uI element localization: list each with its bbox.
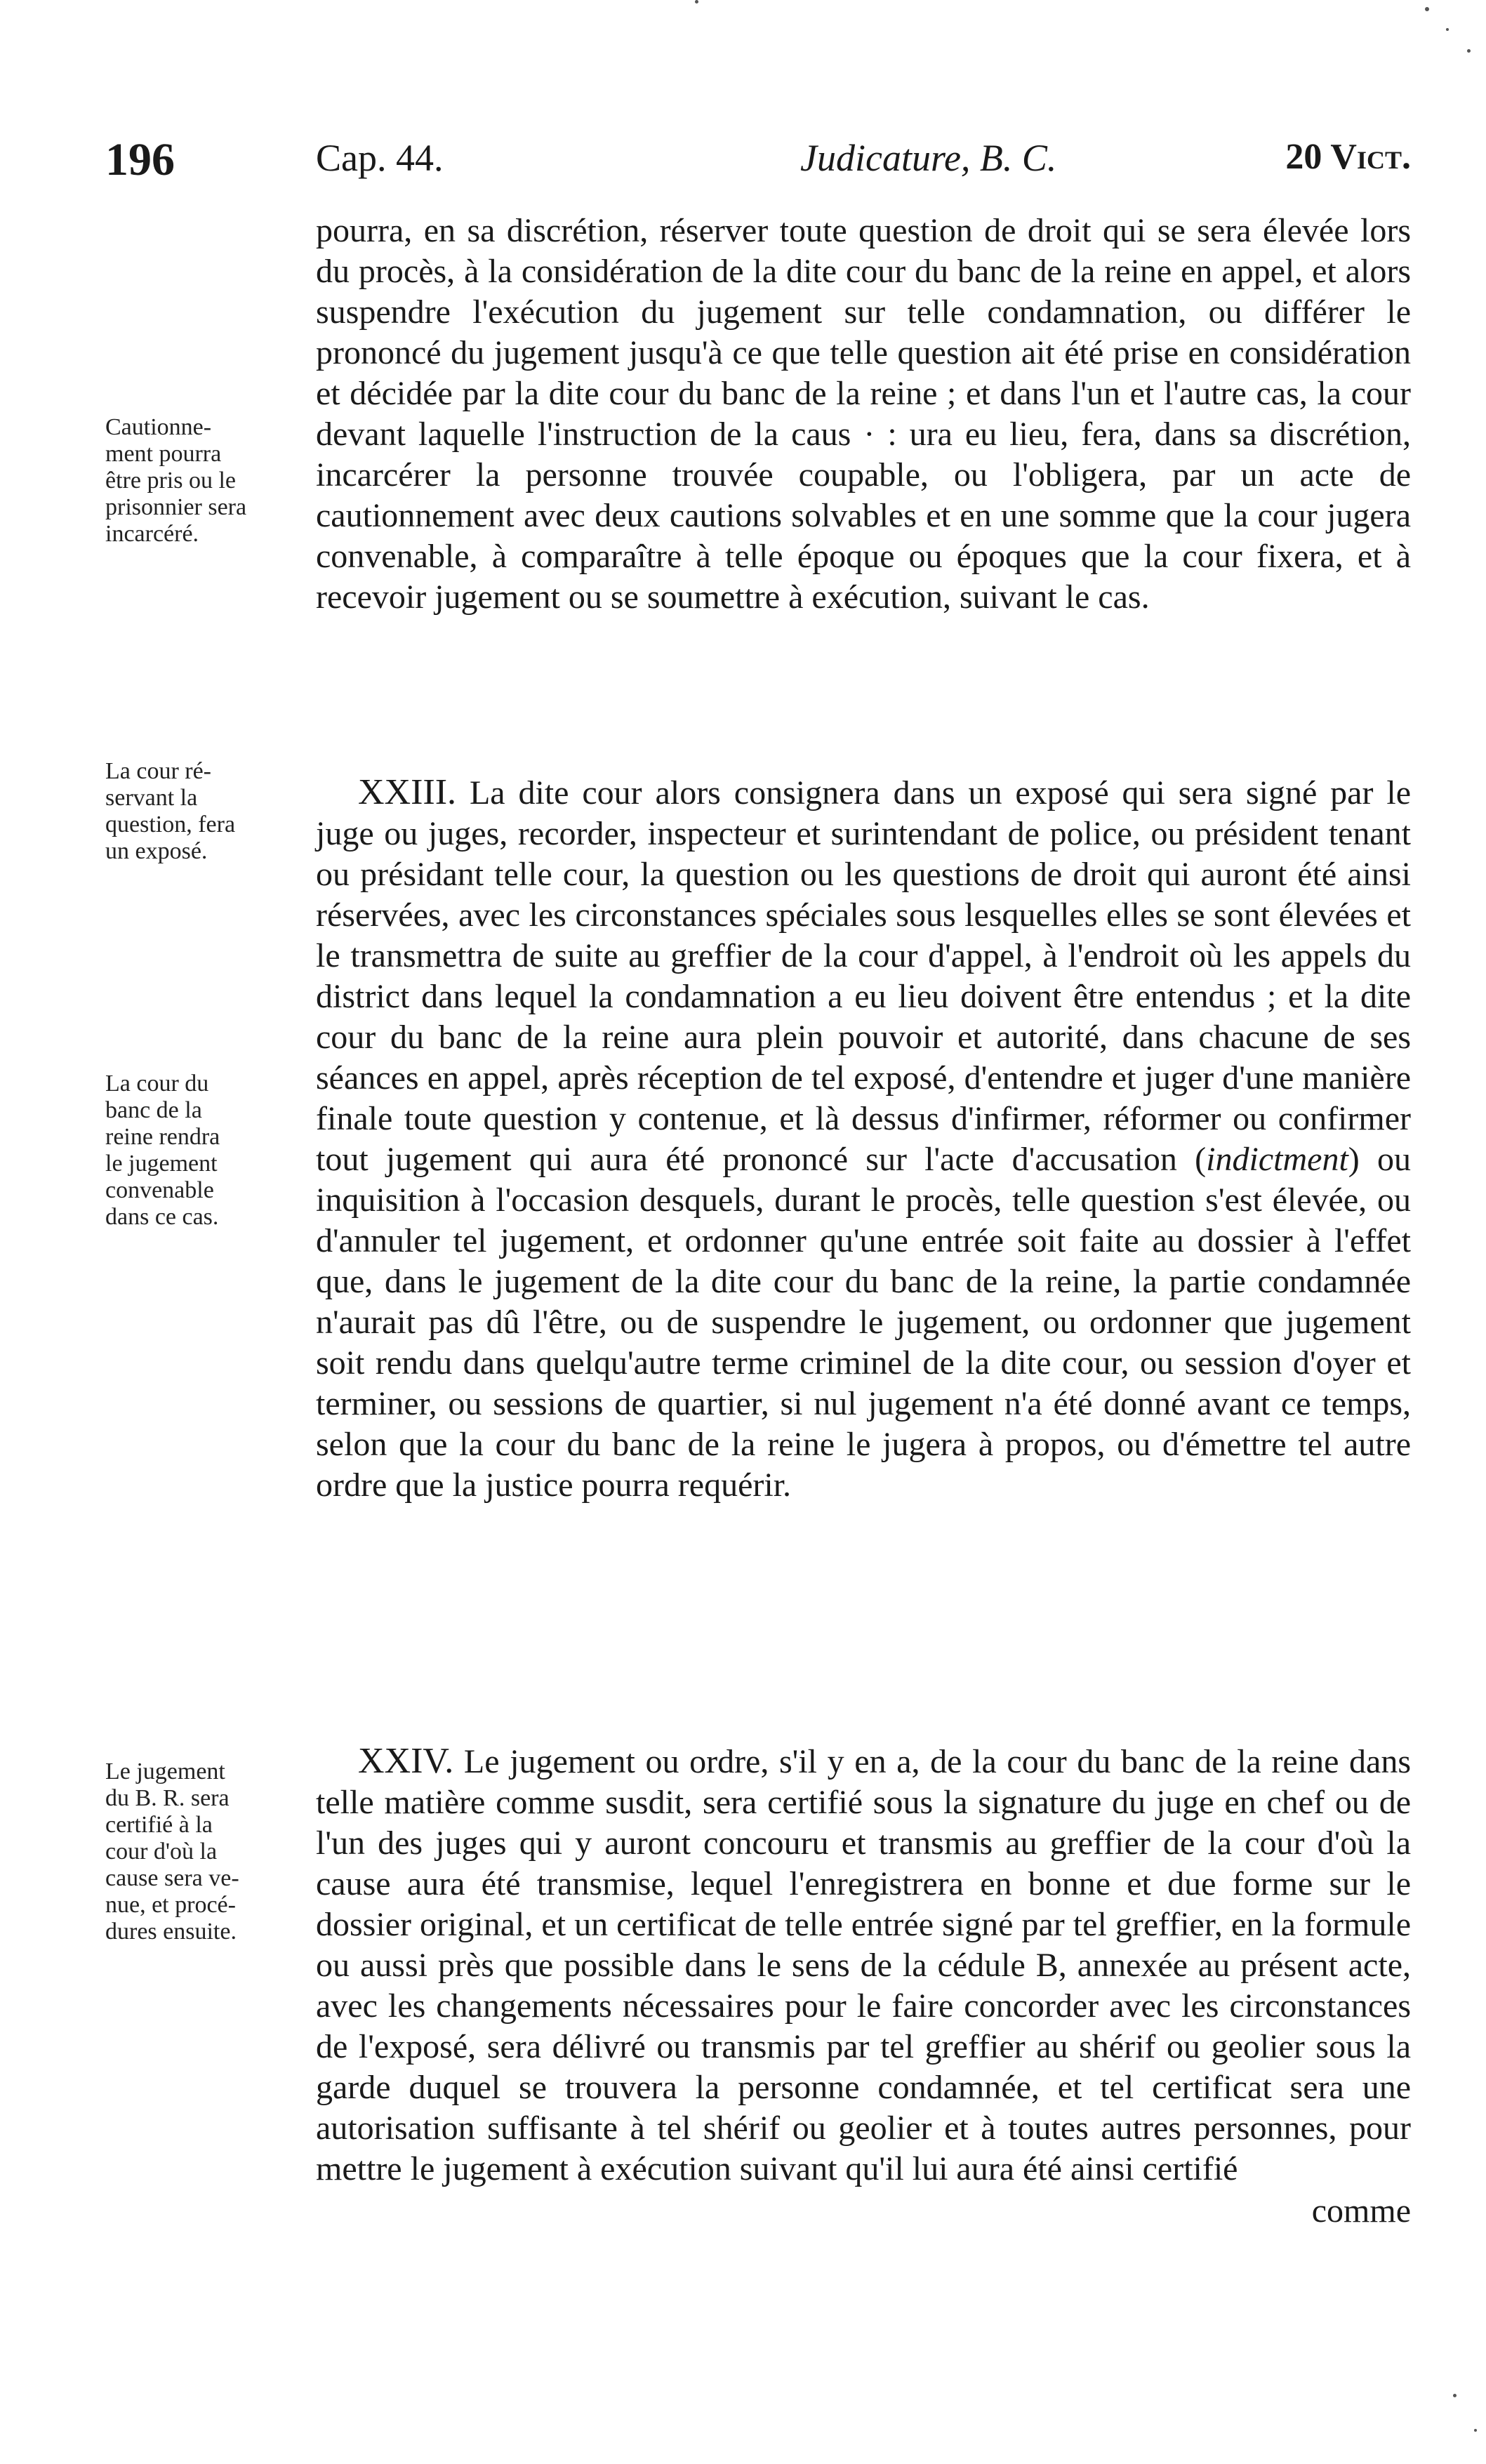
italic-term: indictment bbox=[1206, 1141, 1348, 1178]
scan-speck bbox=[1446, 28, 1449, 31]
margin-note-line: cause sera ve- bbox=[105, 1865, 239, 1891]
regnal-year: 20 Vict. bbox=[1285, 137, 1411, 177]
margin-note-line: dures ensuite. bbox=[105, 1919, 237, 1945]
margin-note-line: Cautionne- bbox=[105, 414, 212, 440]
margin-note-line: certifié à la bbox=[105, 1812, 213, 1838]
margin-note-expose bbox=[105, 758, 309, 865]
page-number: 196 bbox=[105, 134, 175, 185]
margin-note-line: question, fera bbox=[105, 812, 236, 837]
margin-note-line: ment pourra bbox=[105, 441, 222, 467]
margin-note-line: prisonnier sera bbox=[105, 494, 247, 520]
section-number: XXIII. bbox=[358, 772, 457, 812]
margin-note-line: Le jugement bbox=[105, 1758, 225, 1784]
section-text: Le jugement ou ordre, s'il y en a, de la cour du banc de la reine dans telle matière comme susdit, sera certifié sous la signature du juge en chef ou de l'un des juges qui y auront concouru et transmis au greffier de la cour d'où la cause aura été transmise, lequel l'enregistrera en bonne et due forme sur le dossier original, et un certificat de telle entrée signé par tel greffier, en la formule ou aussi près que possible dans le sens de la cédule B, annexée au présent acte, avec les changements nécessaires pour le faire concorder avec les circonstances de l'exposé, sera délivré ou transmis par tel greffier au shérif ou geolier sous la garde duquel se trouvera la personne condamnée, et tel certificat sera une autorisation suffisante à tel shérif ou geolier et à toutes autres personnes, pour mettre le jugement à exécution suivant qu'il lui aura été ainsi certifié bbox=[316, 1743, 1411, 2187]
margin-note-line: le jugement bbox=[105, 1151, 218, 1177]
running-header bbox=[105, 133, 1411, 197]
margin-note-line: convenable bbox=[105, 1177, 214, 1203]
section-text: La dite cour alors consignera dans un exposé qui sera signé par le juge ou juges, recorder, inspecteur et surintendant de police, ou président tenant ou présidant telle cour, la question ou les questions de droit qui auront été ainsi réservées, avec les circonstances spéciales sous lesquelles elles se sont élevées et le transmettra de suite au greffier de la cour d'appel, à l'endroit où les appels du district dans lequel la condamnation a eu lieu doivent être entendus ; et la dite cour du banc de la reine aura plein pouvoir et autorité, dans chacune de ses séances en appel, après réception de tel exposé, d'entendre et juger d'une manière finale toute question y contenue, et là dessus d'infirmer, réformer ou confirmer tout jugement qui aura été prononcé sur l'acte d'accusation bbox=[316, 774, 1411, 1178]
chapter-label: Cap. 44. bbox=[316, 137, 444, 179]
margin-note-line: être pris ou le bbox=[105, 468, 236, 494]
margin-note-line: banc de la bbox=[105, 1097, 202, 1123]
margin-note-line: cour d'où la bbox=[105, 1839, 218, 1864]
margin-note-line: incarcéré. bbox=[105, 521, 199, 547]
scan-speck bbox=[1467, 49, 1471, 53]
margin-note-line: reine rendra bbox=[105, 1124, 220, 1150]
scan-speck bbox=[1425, 7, 1429, 11]
section-number: XXIV. bbox=[358, 1741, 454, 1781]
section-text-continued: ou inquisition à l'occasion desquels, durant le procès, telle question s'est élevée, ou d'annuler tel jugement, et ordonner qu'une entrée soit faite au dossier à l'effet que, dans le jugement de la dite cour du banc de la reine, la partie condamnée n'aurait pas dû l'être, ou de suspendre le jugement, ou ordonner que jugement soit rendu dans quelqu'autre terme criminel de la dite cour, ou session d'oyer et terminer, ou sessions de quartier, si nul jugement n'a été donné avant ce temps, selon que la cour du banc de la reine le jugera à propos, ou d'émettre tel autre ordre que la justice pourra requérir. bbox=[316, 1141, 1412, 1504]
margin-note-line: un exposé. bbox=[105, 838, 208, 864]
paragraph-text bbox=[316, 1741, 1411, 2190]
section-xxiii bbox=[316, 772, 1411, 1506]
margin-note-line: La cour ré- bbox=[105, 758, 212, 784]
running-title: Judicature, B. C. bbox=[800, 137, 1057, 179]
margin-note-line: nue, et procé- bbox=[105, 1892, 236, 1918]
margin-note-jugement-certifie bbox=[105, 1758, 309, 1945]
section-xxiv bbox=[316, 1741, 1411, 2232]
margin-note-line: dans ce cas. bbox=[105, 1204, 219, 1230]
paragraph-continuation bbox=[316, 211, 1411, 618]
paragraph-text: pourra, en sa discrétion, réserver toute question de droit qui se sera élevée lors du procès, à la considération de la dite cour du banc de la reine en appel, et alors suspendre l'exécution du jugement sur telle condamnation, ou différer le prononcé du jugement jusqu'à ce que telle question ait été prise en considération et décidée par la dite cour du banc de la reine ; et dans l'un et l'autre cas, la cour devant laquelle l'instruction de la caus · : ura eu lieu, fera, dans sa discrétion, incarcérer la personne trouvée coupable, ou l'obligera, par un acte de cautionnement avec deux cautions solvables et en une somme que la cour jugera convenable, à comparaître à telle époque ou époques que la cour fixera, et à recevoir jugement ou se soumettre à exécution, suivant le cas. bbox=[316, 212, 1411, 616]
margin-note-line: La cour du bbox=[105, 1071, 209, 1097]
scan-speck bbox=[695, 0, 698, 4]
margin-note-cautionnement bbox=[105, 414, 309, 548]
paragraph-text: XXIII. La dite cour alors consignera dans un exposé qui sera signé par le juge ou juges, recorder, inspecteur et surintendant de police, ou président tenant ou présidant telle cour, la question ou les questions de droit qui auront été ainsi réservées, avec les circonstances spéciales sous lesquelles elles se sont élevées et le transmettra de suite au greffier de la cour d'appel, à l'endroit où les appels du district dans lequel la condamnation a eu lieu doivent être entendus ; et la dite cour du banc de la reine aura plein pouvoir et autorité, dans chacune de ses séances en appel, après réception de tel exposé, d'entendre et juger d'une manière finale toute question y contenue, et là dessus d'infirmer, réformer ou confirmer tout jugement qui aura été prononcé sur l'acte d'accusation (indictment) ou inquisition à l'occasion desquels, durant le procès, telle question s'est élevée, ou d'annuler tel jugement, et ordonner qu'une entrée soit faite au dossier à l'effet que, dans le jugement de la dite cour du banc de la reine, la partie condamnée n'aurait pas dû l'être, ou de suspendre le jugement, ou ordonner que jugement soit rendu dans quelqu'autre terme criminel de la dite cour, ou session d'oyer et terminer, ou sessions de quartier, si nul jugement n'a été donné avant ce temps, selon que la cour du banc de la reine le jugera à propos, ou d'émettre tel autre ordre que la justice pourra requérir. bbox=[316, 772, 1412, 1504]
margin-note-line: du B. R. sera bbox=[105, 1785, 230, 1811]
scan-speck bbox=[1474, 2429, 1477, 2432]
margin-note-jugement-convenable bbox=[105, 1071, 309, 1231]
margin-note-line: servant la bbox=[105, 785, 198, 811]
scan-speck bbox=[1453, 2394, 1457, 2397]
catchword: comme bbox=[1311, 2192, 1411, 2230]
